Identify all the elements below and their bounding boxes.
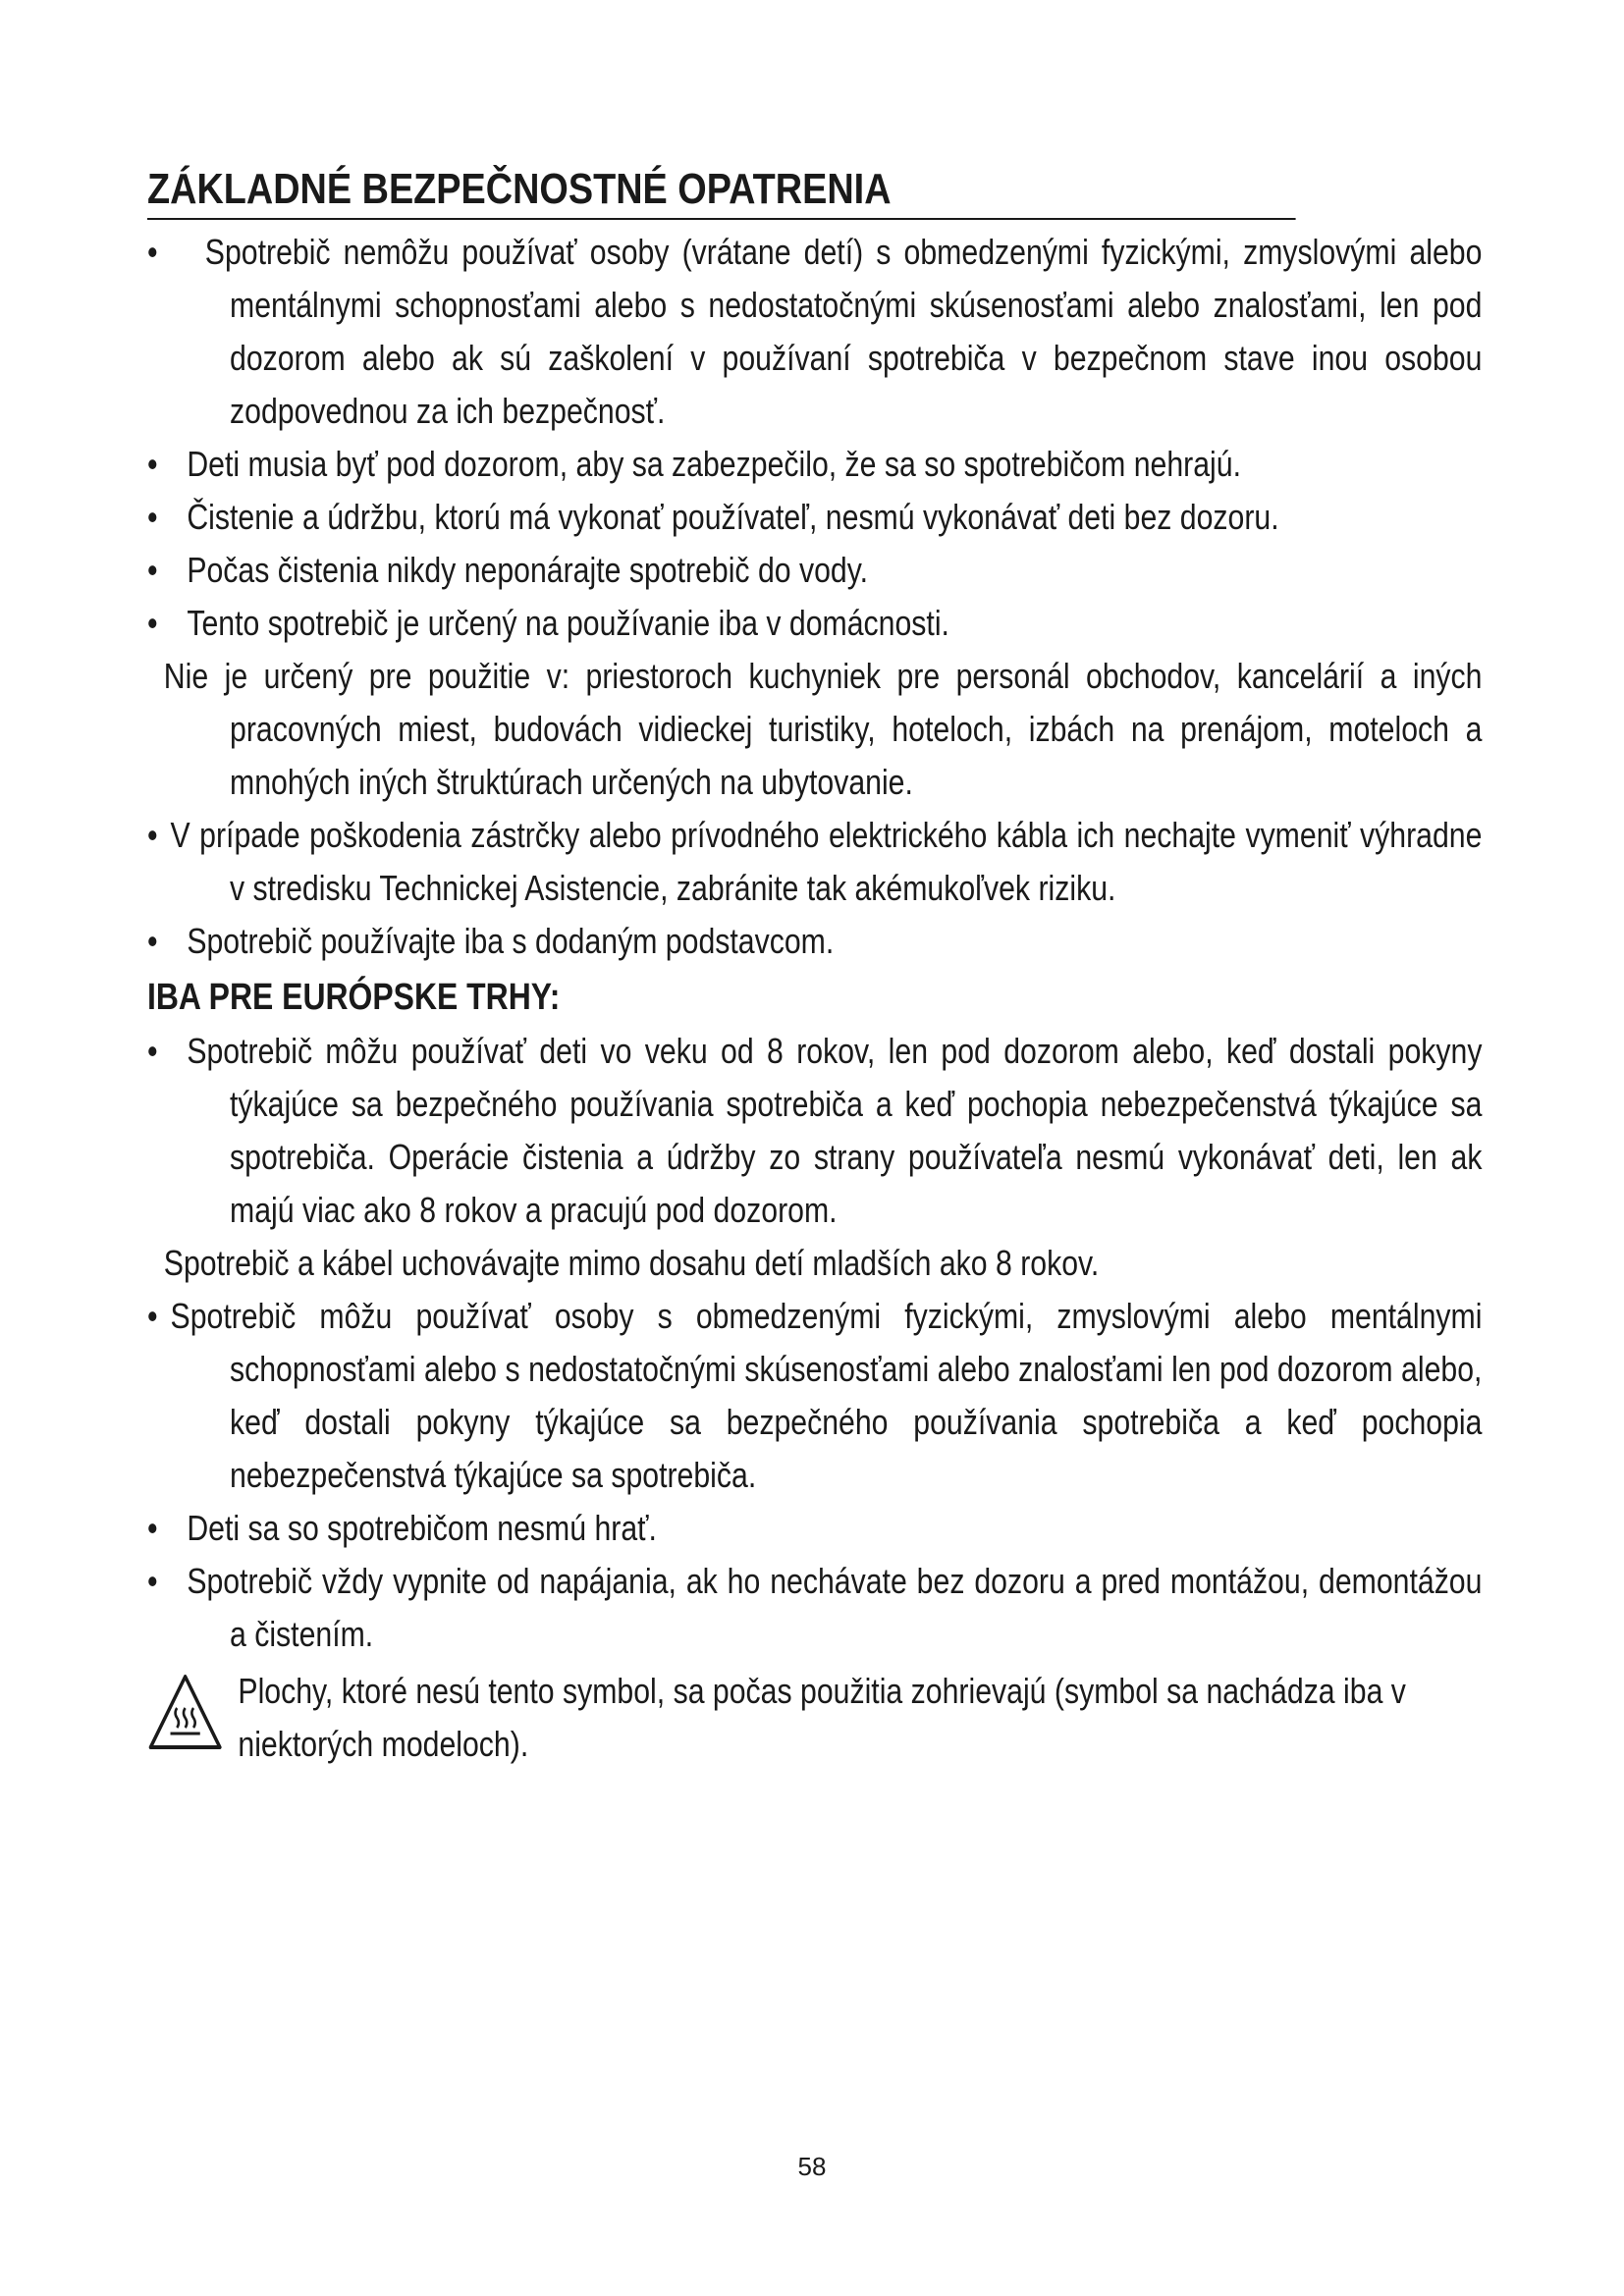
- bullet: •: [147, 1031, 158, 1071]
- list-item-text: Spotrebič môžu používať deti vo veku od 8 rokov, len pod dozorom alebo, keď dostali pokyny týkajúce sa bezpečného používania spotrebiča a keď pochopia nebezpečenstvá týkajúce sa spotrebiča. Operácie čistenia a údržby zo strany používateľa nesmú vykonávať deti, len ak majú viac ako 8 rokov a pracujú pod dozorom.: [187, 1031, 1483, 1230]
- document-page: [147, 165, 1483, 1771]
- list-item: [147, 809, 1482, 915]
- page-title: ZÁKLADNÉ BEZPEČNOSTNÉ OPATRENIA: [147, 165, 1296, 220]
- list-item: [147, 1025, 1482, 1237]
- bullet: •: [147, 497, 158, 537]
- bullet: •: [147, 1561, 158, 1601]
- list-item: [147, 438, 1482, 491]
- bullet: •: [147, 444, 158, 484]
- bullet: •: [147, 232, 158, 272]
- list-item: [147, 915, 1482, 968]
- list-item-text: Čistenie a údržbu, ktorú má vykonať používateľ, nesmú vykonávať deti bez dozoru.: [187, 497, 1279, 537]
- list-item: [147, 491, 1482, 544]
- hot-surface-text: Plochy, ktoré nesú tento symbol, sa počas použitia zohrievajú (symbol sa nachádza iba v niektorých modeloch).: [238, 1671, 1406, 1764]
- safety-list: [147, 226, 1482, 1771]
- list-item: [147, 226, 1482, 438]
- list-item-text: V prípade poškodenia zástrčky alebo prívodného elektrického kábla ich nechajte vymeniť výhradne v stredisku Technickej Asistencie, zabránite tak akémukoľvek riziku.: [170, 815, 1483, 908]
- list-item-text: Spotrebič môžu používať osoby s obmedzenými fyzickými, zmyslovými alebo mentálnymi schopnosťami alebo s nedostatočnými skúsenosťami alebo znalosťami len pod dozorom alebo, keď dostali pokyny týkajúce sa bezpečného používania spotrebiča a keď pochopia nebezpečenstvá týkajúce sa spotrebiča.: [170, 1296, 1483, 1495]
- list-item-text: Spotrebič používajte iba s dodaným podstavcom.: [187, 921, 835, 961]
- section-subheading: IBA PRE EURÓPSKE TRHY:: [147, 977, 561, 1018]
- list-item-text: Spotrebič vždy vypnite od napájania, ak ho nechávate bez dozoru a pred montážou, demontážou a čistením.: [187, 1561, 1483, 1654]
- list-item-text: Tento spotrebič je určený na používanie iba v domácnosti.: [187, 603, 949, 643]
- list-item-text: Deti musia byť pod dozorom, aby sa zabezpečilo, že sa so spotrebičom nehrajú.: [187, 444, 1241, 484]
- list-item-text: Spotrebič nemôžu používať osoby (vrátane detí) s obmedzenými fyzickými, zmyslovými alebo mentálnymi schopnosťami alebo s nedostatočnými skúsenosťami alebo znalosťami, len pod dozorom alebo ak sú zaškolení v používaní spotrebiča v bezpečnom stave inou osobou zodpovednou za ich bezpečnosť.: [204, 232, 1483, 431]
- list-item: [147, 544, 1482, 597]
- list-item-continuation: Spotrebič a kábel uchovávajte mimo dosahu detí mladších ako 8 rokov.: [163, 1243, 1100, 1283]
- hot-surface-warning-icon: [147, 1673, 223, 1751]
- list-item-continuation: Nie je určený pre použitie v: priestoroch kuchyniek pre personál obchodov, kancelárií a iných pracovných miest, budovách vidieckej turistiky, hoteloch, izbách na prenájom, moteloch a mnohých iných štruktúrach určených na ubytovanie.: [163, 656, 1483, 802]
- bullet: •: [147, 921, 158, 961]
- bullet: •: [147, 1508, 158, 1548]
- list-item-text: Počas čistenia nikdy neponárajte spotrebič do vody.: [187, 550, 869, 590]
- bullet: •: [147, 1296, 158, 1336]
- list-item: [147, 1555, 1482, 1661]
- list-item: [147, 1502, 1482, 1555]
- bullet: •: [147, 603, 158, 643]
- list-item: [147, 597, 1482, 650]
- list-item-text: Deti sa so spotrebičom nesmú hrať.: [187, 1508, 657, 1548]
- page-number: 58: [797, 2152, 827, 2181]
- hot-surface-note: [147, 1665, 1482, 1771]
- bullet: •: [147, 815, 158, 855]
- list-item: [147, 1290, 1482, 1502]
- bullet: •: [147, 550, 158, 590]
